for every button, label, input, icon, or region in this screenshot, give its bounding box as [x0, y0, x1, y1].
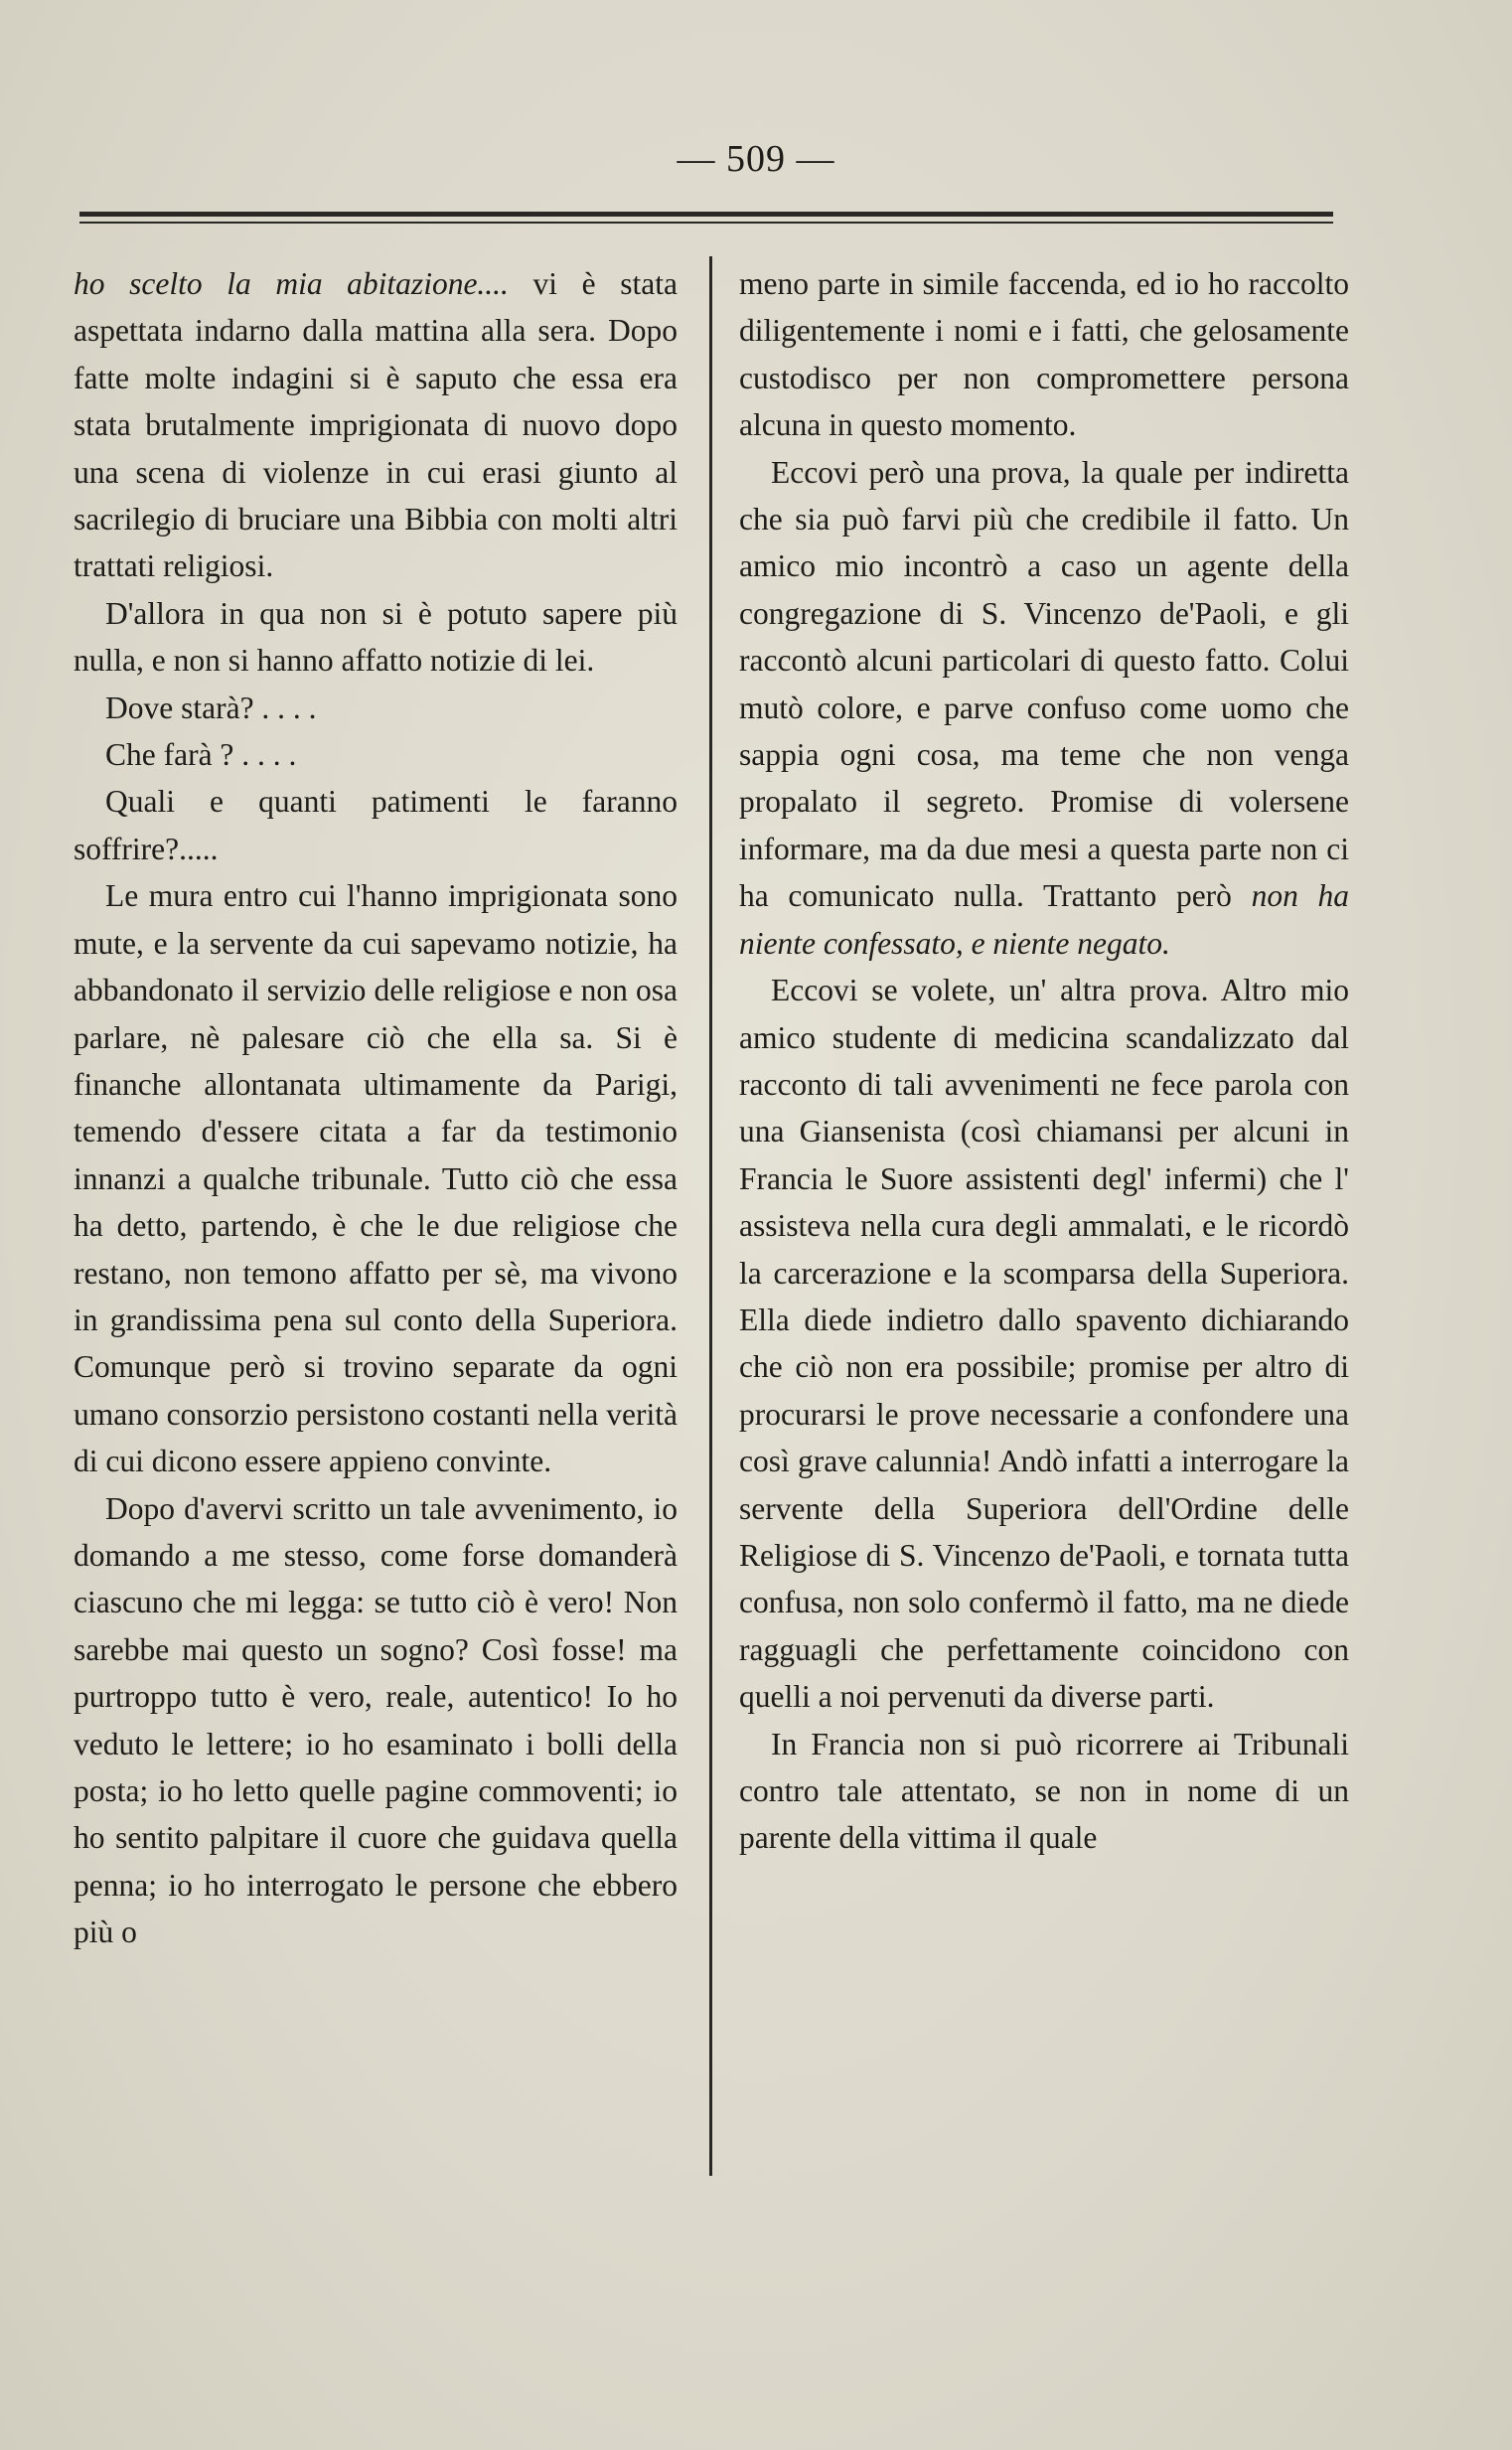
paragraph	[739, 449, 1349, 967]
column-divider	[709, 256, 712, 2176]
paragraph-text: vi è stata aspettata indarno dalla mattina alla sera. Dopo fatte molte indagini si è saputo che essa era stata brutalmente imprigionata di nuovo dopo una scena di violenze in cui erasi giunto al sacrilegio di bruciare una Bibbia con molti altri trattati religiosi.	[74, 266, 678, 584]
paragraph: D'allora in qua non si è potuto sapere più nulla, e non si hanno affatto notizie di lei.	[74, 595, 678, 679]
paragraph-text: Eccovi però una prova, la quale per indiretta che sia può farvi più che credibile il fatto. Un amico mio incontrò a caso un agente della congregazione di S. Vincenzo de'Paoli, e gli raccontò alcuni particolari di questo fatto. Colui mutò colore, e parve confuso come uomo che sappia ogni cosa, ma teme che non venga propalato il segreto. Promise di volersene informare, ma da due mesi a questa parte non ci ha comunicato nulla. Trattanto però	[739, 454, 1349, 914]
paragraph: In Francia non si può ricorrere ai Tribunali contro tale attentato, se non in nome di un parente della vittima il quale	[739, 1726, 1349, 1856]
left-column	[74, 260, 678, 1956]
paragraph: meno parte in simile faccenda, ed io ho raccolto diligentemente i nomi e i fatti, che gelosamente custodisco per non compromettere persona alcuna in questo momento.	[739, 266, 1349, 443]
right-column	[739, 260, 1349, 1862]
paragraph: Dopo d'avervi scritto un tale avvenimento, io domando a me stesso, come forse domanderà ciascuno che mi legga: se tutto ciò è vero! Non sarebbe mai questo un sogno? Così fosse! ma purtroppo tutto è vero, reale, autentico! Io ho veduto le lettere; io ho esaminato i bolli della posta; io ho letto quelle pagine commoventi; io ho sentito palpitare il cuore che guidava quella penna; io ho interrogato le persone che ebbero più o	[74, 1490, 678, 1950]
italic-phrase: ho scelto la mia abitazione....	[74, 266, 509, 301]
italic-phrase: non ha niente confessato, e niente negato.	[739, 878, 1349, 961]
paragraph: Quali e quanti patimenti le faranno soffrire?.....	[74, 784, 678, 866]
page-number: — 509 —	[677, 138, 835, 180]
paragraph: Dove starà? . . . .	[105, 689, 317, 725]
paragraph: Che farà ? . . . .	[105, 737, 297, 773]
header-rule-thick	[79, 212, 1333, 217]
header-rule-thin	[79, 222, 1333, 224]
paragraph: Eccovi se volete, un' altra prova. Altro mio amico studente di medicina scandalizzato dal racconto di tali avvenimenti ne fece parola con una Giansenista (così chiamansi per alcuni in Francia le Suore assistenti degl' infermi) che l' assisteva nella cura degli ammalati, e le ricordò la carcerazione e la scomparsa della Superiora. Ella diede indietro dallo spavento dichiarando che ciò non era possibile; promise per altro di procurarsi le prove necessarie a confondere una così grave calunnia! Andò infatti a interrogare la servente della Superiora dell'Ordine delle Religiose di S. Vincenzo de'Paoli, e tornata tutta confusa, non solo confermò il fatto, ma ne diede ragguagli che perfettamente coincidono con quelli a noi pervenuti da diverse parti.	[739, 973, 1349, 1715]
paragraph	[74, 260, 678, 590]
paragraph: Le mura entro cui l'hanno imprigionata sono mute, e la servente da cui sapevamo notizie, ha abbandonato il servizio delle religiose e non osa parlare, nè palesare ciò che ella sa. Si è finanche allontanata ultimamente da Parigi, temendo d'essere citata a far da testimonio innanzi a qualche tribunale. Tutto ciò che essa ha detto, partendo, è che le due religiose che restano, non temono affatto per sè, ma vivono in grandissima pena sul conto della Superiora. Comunque però si trovino separate da ogni umano consorzio persistono costanti nella verità di cui dicono essere appieno convinte.	[74, 878, 678, 1479]
